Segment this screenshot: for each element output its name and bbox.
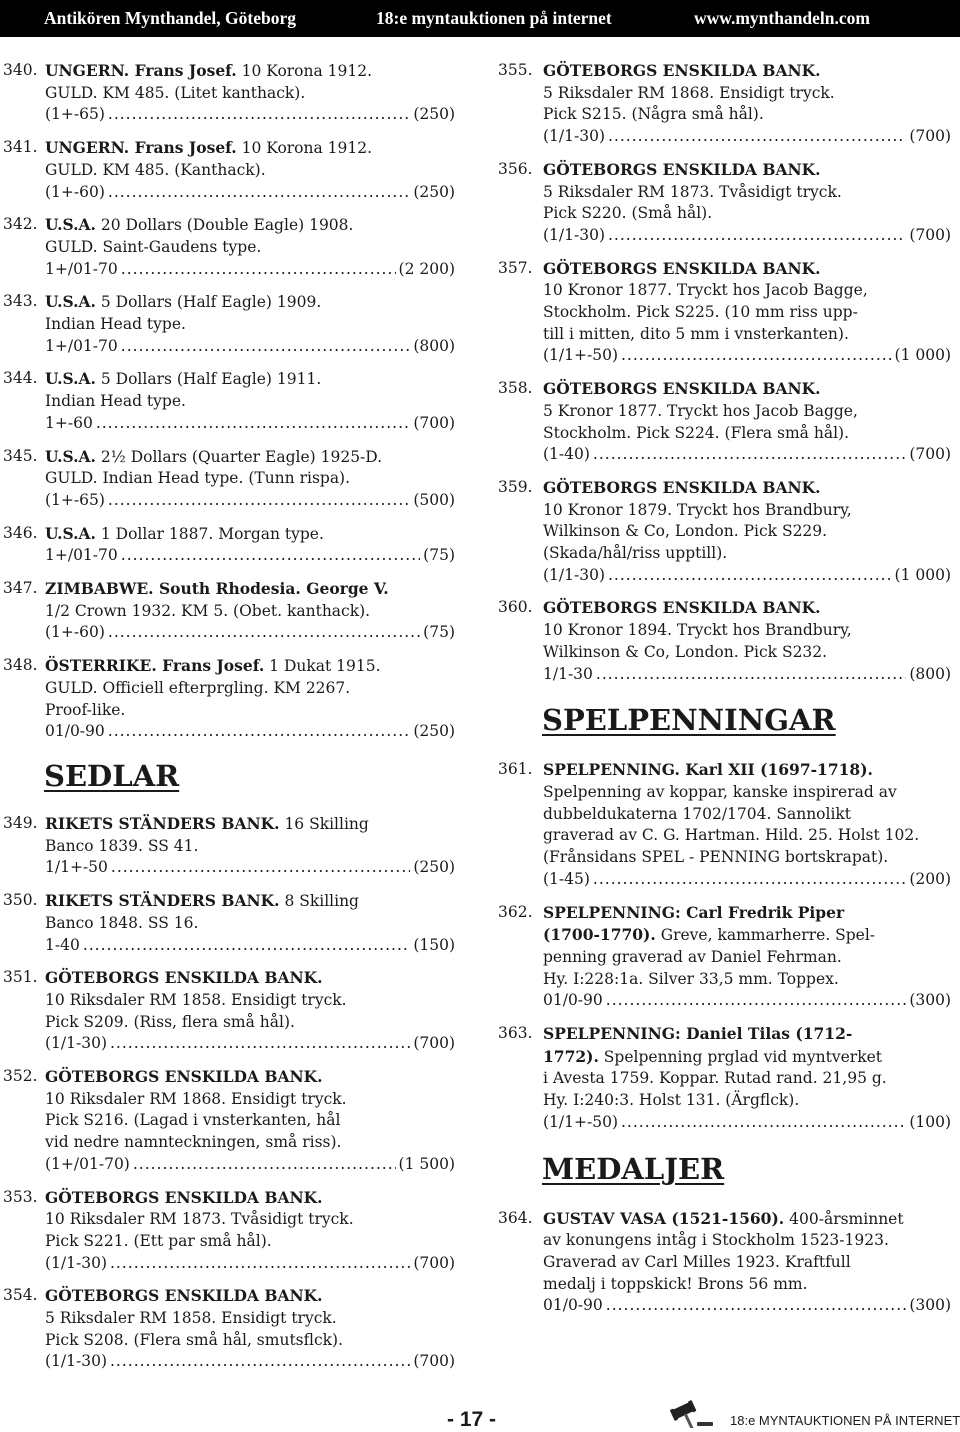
dot-leader: [111, 857, 410, 879]
lot-price-line: [543, 565, 951, 587]
lot-condition: (1-45): [543, 869, 590, 888]
lot-description-line: U.S.A. 5 Dollars (Half Eagle) 1911.: [45, 369, 322, 389]
dot-leader: [110, 1351, 410, 1373]
lot-item: [498, 378, 951, 466]
lot-price-line: [45, 104, 455, 126]
lot-estimate: (1 000): [894, 346, 951, 365]
lot-description-line: SPELPENNING: Daniel Tilas (1712-: [543, 1024, 853, 1044]
lot-price-line: [45, 857, 455, 879]
lot-item: [498, 902, 951, 1013]
dot-leader: [110, 1033, 410, 1055]
lot-description-line: 5 Riksdaler RM 1873. Tvåsidigt tryck.: [543, 182, 842, 201]
lot-number: 341.: [3, 138, 38, 157]
lot-number: 356.: [498, 159, 533, 178]
dot-leader: [108, 622, 420, 644]
lot-number: 343.: [3, 292, 38, 311]
lot-price-line: [45, 259, 455, 281]
lot-estimate: (2 200): [398, 259, 455, 278]
lot-description-line: till i mitten, dito 5 mm i vnsterkanten).: [543, 324, 849, 343]
left-column: [0, 60, 470, 1384]
lot-description-line: GULD. Officiell efterprgling. KM 2267.: [45, 678, 351, 697]
lot-number: 360.: [498, 598, 533, 617]
lot-description-line: i Avesta 1759. Koppar. Rutad rand. 21,95 g.: [543, 1069, 887, 1088]
page-number: - 17 -: [447, 1408, 497, 1431]
lot-estimate: (250): [413, 722, 455, 741]
dot-leader: [108, 490, 410, 512]
lot-price-line: [45, 1351, 455, 1373]
header-left: Antikören Mynthandel, Göteborg: [44, 8, 296, 28]
lot-description-line: GÖTEBORGS ENSKILDA BANK.: [543, 159, 821, 179]
lot-condition: 1/1-30: [543, 664, 593, 683]
lot-price-line: [45, 935, 455, 957]
lot-item: [0, 60, 455, 126]
dot-leader: [593, 444, 906, 466]
lot-description-line: GÖTEBORGS ENSKILDA BANK.: [45, 1286, 323, 1306]
dot-leader: [608, 225, 906, 247]
lot-number: 344.: [3, 369, 38, 388]
lot-item: [498, 159, 951, 247]
section-heading: SPELPENNINGAR: [542, 703, 836, 738]
footer-title: 18:e MYNTAUKTIONEN PÅ INTERNET: [730, 1413, 960, 1428]
lot-number: 363.: [498, 1024, 533, 1043]
lot-number: 345.: [3, 446, 38, 465]
lot-description-line: Banco 1839. SS 41.: [45, 836, 199, 855]
lot-description-line: GULD. KM 485. (Litet kanthack).: [45, 83, 306, 102]
lot-estimate: (700): [909, 225, 951, 244]
lot-description-line: Pick S221. (Ett par små hål).: [45, 1231, 272, 1250]
lot-description-line: GÖTEBORGS ENSKILDA BANK.: [543, 598, 821, 618]
dot-leader: [121, 336, 411, 358]
lot-description-line: 10 Riksdaler RM 1868. Ensidigt tryck.: [45, 1089, 347, 1108]
lot-number: 353.: [3, 1187, 38, 1206]
lot-description-line: 5 Riksdaler RM 1868. Ensidigt tryck.: [543, 83, 835, 102]
dot-leader: [121, 259, 396, 281]
lot-item: [498, 1023, 951, 1134]
dot-leader: [608, 565, 892, 587]
lot-estimate: (100): [909, 1112, 951, 1131]
lot-description-line: Indian Head type.: [45, 392, 186, 411]
lot-description-line: vid nedre namnteckningen, små riss).: [45, 1133, 342, 1152]
lot-number: 364.: [498, 1208, 533, 1227]
lot-condition: (1+-60): [45, 182, 105, 201]
lot-condition: 01/0-90: [543, 1296, 603, 1315]
lot-description-line: dubbeldukaterna 1702/1704. Sannolikt: [543, 804, 852, 823]
lot-description-line: 10 Kronor 1879. Tryckt hos Brandbury,: [543, 500, 852, 519]
lot-estimate: (1 000): [894, 565, 951, 584]
lot-description-line: 5 Kronor 1877. Tryckt hos Jacob Bagge,: [543, 401, 858, 420]
lot-estimate: (700): [413, 413, 455, 432]
lot-number: 351.: [3, 968, 38, 987]
lot-description-line: Pick S208. (Flera små hål, smutsflck).: [45, 1330, 344, 1349]
lot-estimate: (250): [413, 105, 455, 124]
section-heading: MEDALJER: [542, 1151, 725, 1186]
lot-description-line: (Skada/hål/riss upptill).: [543, 544, 728, 563]
right-column: [498, 60, 958, 1328]
lot-item: [0, 1285, 455, 1373]
dot-leader: [108, 104, 410, 126]
lot-description-line: Pick S216. (Lagad i vnsterkanten, hål: [45, 1111, 341, 1130]
lot-condition: 1-40: [45, 935, 80, 954]
lot-description-line: Spelpenning av koppar, kanske inspirerad av: [543, 782, 897, 801]
lot-description-line: GULD. Saint-Gaudens type.: [45, 237, 262, 256]
lot-estimate: (700): [413, 1253, 455, 1272]
lot-condition: 01/0-90: [45, 722, 105, 741]
dot-leader: [606, 990, 907, 1012]
lot-condition: (1+-60): [45, 623, 105, 642]
lot-price-line: [543, 1112, 951, 1134]
lot-estimate: (250): [413, 182, 455, 201]
lot-item: [0, 1066, 455, 1176]
lot-description-line: UNGERN. Frans Josef. 10 Korona 1912.: [45, 138, 373, 158]
dot-leader: [108, 182, 410, 204]
lot-item: [0, 446, 455, 512]
dot-leader: [621, 1112, 906, 1134]
lot-number: 352.: [3, 1067, 38, 1086]
dot-leader: [593, 869, 906, 891]
lot-estimate: (300): [909, 1296, 951, 1315]
lot-condition: (1/1-30): [543, 127, 605, 146]
lot-condition: 1+/01-70: [45, 336, 118, 355]
lot-estimate: (1 500): [398, 1154, 455, 1173]
lot-price-line: [45, 1033, 455, 1055]
lot-condition: (1/1-30): [45, 1253, 107, 1272]
lot-condition: (1/1+-50): [543, 346, 618, 365]
lot-estimate: (75): [423, 623, 455, 642]
lot-price-line: [543, 869, 951, 891]
lot-item: [498, 1208, 951, 1318]
lot-item: [498, 258, 951, 368]
page-header: [0, 0, 960, 37]
lot-price-line: [543, 345, 951, 367]
lot-number: 342.: [3, 215, 38, 234]
lot-estimate: (700): [413, 1034, 455, 1053]
lot-price-line: [543, 225, 951, 247]
lot-description-line: 10 Kronor 1877. Tryckt hos Jacob Bagge,: [543, 281, 868, 300]
lot-description-line: GÖTEBORGS ENSKILDA BANK.: [543, 61, 821, 80]
lot-price-line: [45, 1154, 455, 1176]
dot-leader: [596, 664, 906, 686]
lot-price-line: [543, 664, 951, 686]
lot-description-line: SPELPENNING. Karl XII (1697-1718).: [543, 760, 873, 780]
lot-price-line: [45, 413, 455, 435]
lot-item: [498, 477, 951, 587]
dot-leader: [133, 1154, 396, 1176]
lot-estimate: (800): [909, 664, 951, 683]
lot-estimate: (700): [413, 1352, 455, 1371]
lot-condition: 1/1+-50: [45, 858, 108, 877]
lot-description-line: RIKETS STÄNDERS BANK. 8 Skilling: [45, 891, 359, 911]
lot-description-line: 1/2 Crown 1932. KM 5. (Obet. kanthack).: [45, 601, 371, 620]
lot-estimate: (75): [423, 546, 455, 565]
lot-item: [498, 759, 951, 890]
lot-description-line: 5 Riksdaler RM 1858. Ensidigt tryck.: [45, 1309, 337, 1328]
lot-item: [498, 597, 951, 685]
header-center: 18:e myntauktionen på internet: [376, 8, 612, 28]
lot-description-line: U.S.A. 20 Dollars (Double Eagle) 1908.: [45, 215, 354, 235]
dot-leader: [121, 545, 420, 567]
lot-condition: 1+/01-70: [45, 259, 118, 278]
lot-price-line: [543, 990, 951, 1012]
lot-description-line: penning graverad av Daniel Fehrman.: [543, 947, 842, 966]
dot-leader: [608, 126, 906, 148]
lot-description-line: RIKETS STÄNDERS BANK. 16 Skilling: [45, 813, 369, 833]
lot-condition: (1/1-30): [45, 1352, 107, 1371]
lot-number: 359.: [498, 477, 533, 496]
dot-leader: [83, 935, 410, 957]
lot-estimate: (800): [413, 336, 455, 355]
lot-number: 355.: [498, 61, 533, 79]
lot-description-line: 10 Riksdaler RM 1873. Tvåsidigt tryck.: [45, 1210, 354, 1229]
lot-condition: (1/1-30): [45, 1034, 107, 1053]
lot-description-line: GÖTEBORGS ENSKILDA BANK.: [543, 258, 821, 278]
lot-description-line: 10 Kronor 1894. Tryckt hos Brandbury,: [543, 621, 852, 640]
dot-leader: [108, 721, 411, 743]
lot-description-line: Indian Head type.: [45, 315, 186, 334]
lot-item: [0, 813, 455, 879]
lot-description-line: GÖTEBORGS ENSKILDA BANK.: [45, 1187, 323, 1207]
lot-estimate: (250): [413, 858, 455, 877]
lot-description-line: GULD. Indian Head type. (Tunn rispa).: [45, 469, 351, 488]
lot-description-line: 1772). Spelpenning prglad vid myntverket: [543, 1046, 882, 1066]
lot-description-line: Wilkinson & Co, London. Pick S232.: [543, 642, 828, 661]
lot-price-line: [45, 622, 455, 644]
lot-number: 348.: [3, 656, 38, 675]
lot-item: [498, 60, 951, 148]
lot-condition: (1-40): [543, 445, 590, 464]
lot-item: [0, 523, 455, 567]
lot-description-line: Wilkinson & Co, London. Pick S229.: [543, 522, 828, 541]
lot-number: 346.: [3, 523, 38, 542]
lot-item: [0, 368, 455, 434]
lot-description-line: Proof-like.: [45, 700, 126, 719]
lot-description-line: Stockholm. Pick S224. (Flera små hål).: [543, 423, 850, 442]
lot-description-line: Pick S215. (Några små hål).: [543, 105, 764, 124]
lot-estimate: (200): [909, 869, 951, 888]
lot-description-line: GUSTAV VASA (1521-1560). 400-årsminnet: [543, 1208, 904, 1228]
lot-condition: 1+/01-70: [45, 546, 118, 565]
lot-price-line: [543, 126, 951, 148]
lot-condition: 1+-60: [45, 413, 93, 432]
lot-number: 357.: [498, 258, 533, 277]
lot-price-line: [543, 1295, 951, 1317]
lot-description-line: Hy. I:240:3. Holst 131. (Ärgflck).: [543, 1091, 800, 1110]
lot-price-line: [45, 182, 455, 204]
lot-description-line: Pick S220. (Små hål).: [543, 204, 713, 223]
lot-description-line: GÖTEBORGS ENSKILDA BANK.: [543, 477, 821, 497]
lot-description-line: U.S.A. 5 Dollars (Half Eagle) 1909.: [45, 292, 322, 312]
lot-condition: (1/1-30): [543, 225, 605, 244]
lot-condition: (1+-65): [45, 490, 105, 509]
lot-description-line: medalj i toppskick! Brons 56 mm.: [543, 1274, 808, 1293]
lot-price-line: [45, 336, 455, 358]
lot-description-line: U.S.A. 2½ Dollars (Quarter Eagle) 1925-D.: [45, 446, 383, 466]
lot-item: [0, 291, 455, 357]
lot-number: 354.: [3, 1286, 38, 1305]
lot-description-line: U.S.A. 1 Dollar 1887. Morgan type.: [45, 523, 324, 543]
lot-description-line: Stockholm. Pick S225. (10 mm riss upp-: [543, 303, 858, 322]
section-heading: SEDLAR: [44, 758, 180, 793]
lot-description-line: ÖSTERRIKE. Frans Josef. 1 Dukat 1915.: [45, 656, 381, 676]
lot-item: [0, 967, 455, 1055]
lot-estimate: (700): [909, 127, 951, 146]
lot-description-line: GULD. KM 485. (Kanthack).: [45, 160, 266, 179]
lot-number: 347.: [3, 579, 38, 598]
lot-condition: (1/1-30): [543, 565, 605, 584]
lot-number: 350.: [3, 891, 38, 910]
lot-estimate: (300): [909, 991, 951, 1010]
lot-price-line: [45, 490, 455, 512]
lot-item: [0, 578, 455, 644]
lot-number: 358.: [498, 379, 533, 398]
lot-condition: (1+-65): [45, 105, 105, 124]
lot-description-line: Hy. I:228:1a. Silver 33,5 mm. Toppex.: [543, 969, 839, 988]
lot-description-line: (1700-1770). Greve, kammarherre. Spel-: [543, 925, 876, 945]
lot-item: [0, 214, 455, 280]
lot-price-line: [45, 1253, 455, 1275]
lot-estimate: (500): [413, 490, 455, 509]
dot-leader: [110, 1253, 410, 1275]
dot-leader: [606, 1295, 907, 1317]
dot-leader: [621, 345, 892, 367]
lot-number: 362.: [498, 902, 533, 921]
lot-description-line: GÖTEBORGS ENSKILDA BANK.: [45, 968, 323, 988]
lot-condition: (1+/01-70): [45, 1154, 130, 1173]
lot-number: 361.: [498, 760, 533, 779]
lot-estimate: (150): [413, 935, 455, 954]
lot-condition: (1/1+-50): [543, 1112, 618, 1131]
lot-description-line: ZIMBABWE. South Rhodesia. George V.: [45, 579, 389, 599]
lot-description-line: UNGERN. Frans Josef. 10 Korona 1912.: [45, 61, 373, 80]
lot-description-line: GÖTEBORGS ENSKILDA BANK.: [45, 1067, 323, 1087]
gavel-icon: [669, 1398, 715, 1428]
lot-price-line: [45, 545, 455, 567]
lot-description-line: Pick S209. (Riss, flera små hål).: [45, 1012, 295, 1031]
dot-leader: [96, 413, 411, 435]
lot-description-line: SPELPENNING: Carl Fredrik Piper: [543, 902, 845, 922]
lot-number: 349.: [3, 813, 38, 832]
lot-description-line: (Frånsidans SPEL - PENNING bortskrapat).: [543, 848, 889, 867]
lot-item: [0, 890, 455, 956]
lot-item: [0, 137, 455, 203]
lot-description-line: GÖTEBORGS ENSKILDA BANK.: [543, 379, 821, 399]
lot-description-line: av konungens intåg i Stockholm 1523-1923.: [543, 1231, 889, 1250]
lot-number: 340.: [3, 61, 38, 79]
lot-item: [0, 1187, 455, 1275]
lot-description-line: Banco 1848. SS 16.: [45, 913, 199, 932]
header-right: www.mynthandeln.com: [694, 8, 870, 28]
lot-description-line: 10 Riksdaler RM 1858. Ensidigt tryck.: [45, 990, 347, 1009]
lot-price-line: [45, 721, 455, 743]
lot-price-line: [543, 444, 951, 466]
lot-condition: 01/0-90: [543, 991, 603, 1010]
lot-description-line: Graverad av Carl Milles 1923. Kraftfull: [543, 1252, 851, 1271]
lot-item: [0, 655, 455, 743]
lot-description-line: graverad av C. G. Hartman. Hild. 25. Holst 102.: [543, 826, 920, 845]
lot-estimate: (700): [909, 445, 951, 464]
